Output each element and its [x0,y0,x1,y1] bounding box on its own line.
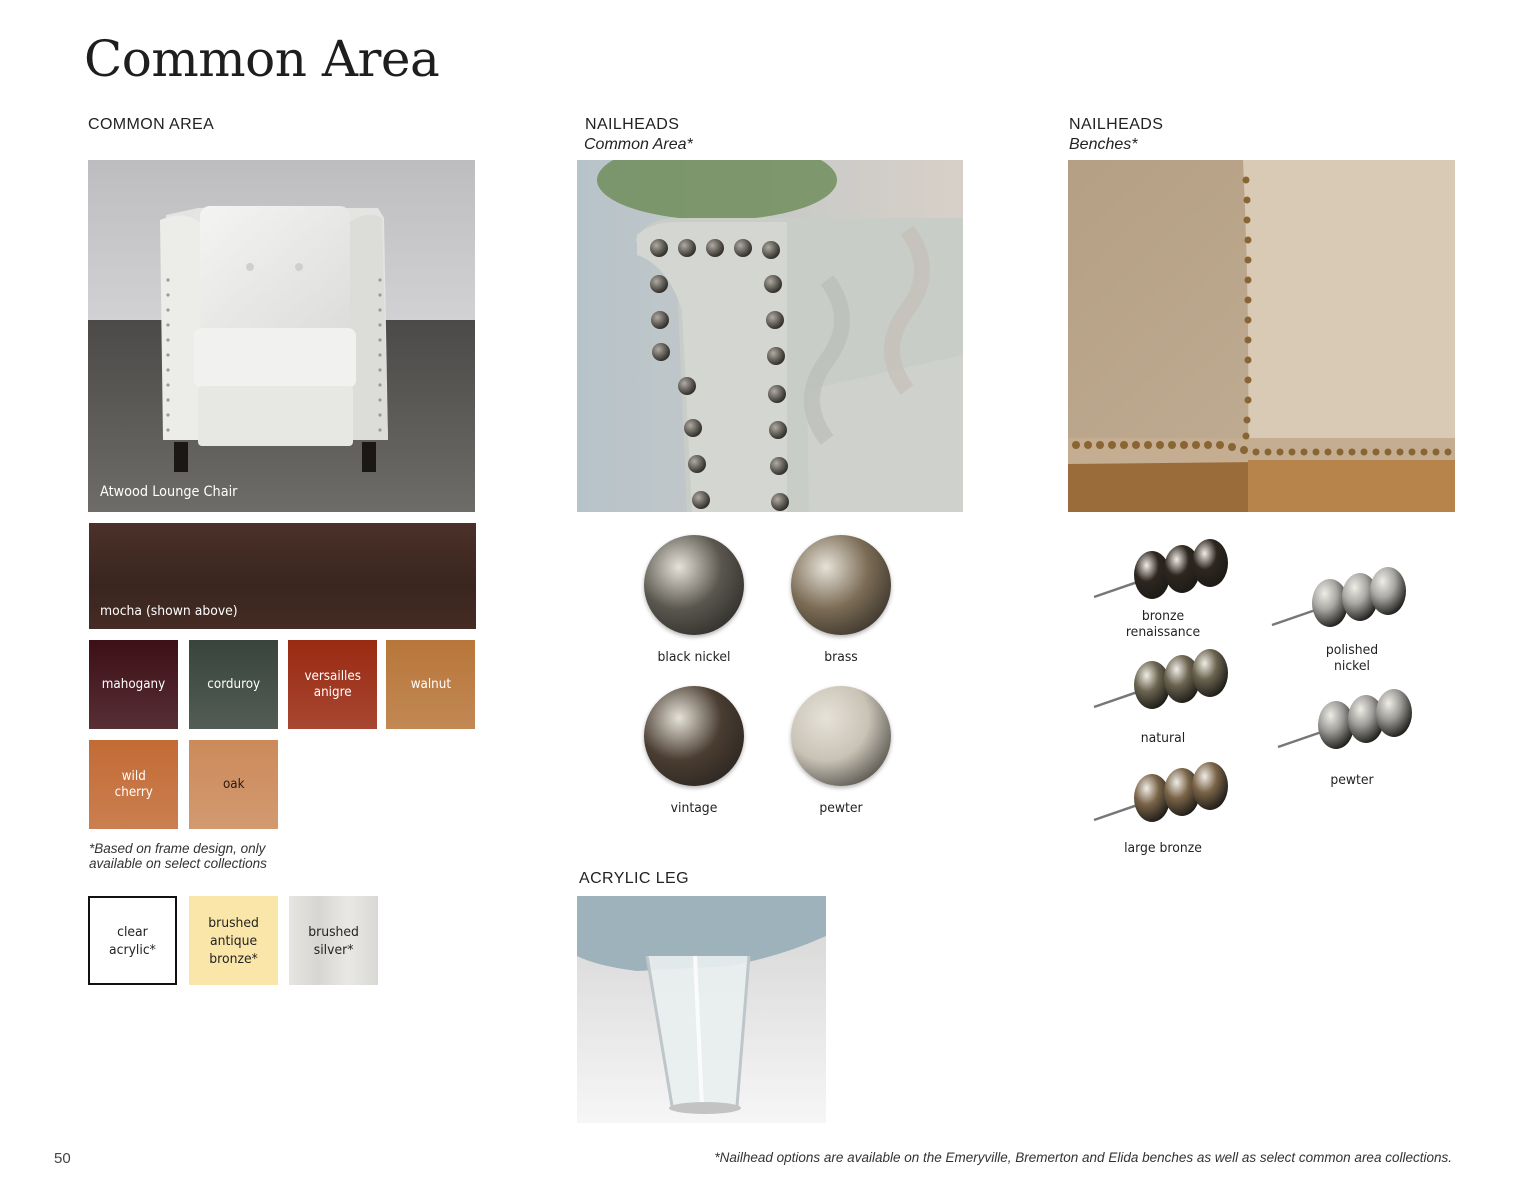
finish-swatch-label: versailles anigre [304,668,361,700]
page-number: 50 [54,1150,71,1167]
frame-footnote: *Based on frame design, only available on select collections [89,841,267,871]
leg-swatch-brushed-silver: brushed silver* [289,896,378,985]
finish-swatch-label: mahogany [101,676,166,692]
bench-nailheads-sublabel: Benches* [1069,136,1138,153]
nail-finish-label: polished nickel [1325,642,1379,674]
nailhead-finish-label: black nickel [657,649,731,665]
nailhead-availability-note: *Nailhead options are available on the Emeryville, Bremerton and Elida benches as well as select common area collections. [714,1150,1452,1165]
acrylic-leg-photo [577,896,826,1123]
nail-sample-icon [1092,535,1232,605]
nail-finish-label: pewter [1330,772,1374,788]
lounge-chair-photo [88,160,475,512]
finish-swatch [89,740,178,829]
finish-swatch [89,640,178,729]
nail-sample-icon [1270,563,1410,633]
bench-nailheads-section-label: NAILHEADS [1069,116,1164,133]
featured-finish-label: mocha (shown above) [100,603,238,619]
nailhead-knob-icon [791,686,891,786]
common-area-section-label: COMMON AREA [88,116,215,133]
nail-finish-label: large bronze [1124,840,1202,856]
nail-sample-icon [1092,645,1232,715]
nail-finish-label: bronze renaissance [1125,608,1201,640]
nailheads-sublabel: Common Area* [584,136,693,153]
bench-nailhead-photo [1068,160,1455,512]
finish-swatch-label: wild cherry [114,768,153,800]
nailhead-knob-icon [644,535,744,635]
nail-sample-icon [1092,758,1232,828]
nail-finish-label: natural [1140,730,1186,746]
nailhead-knob-icon [644,686,744,786]
finish-swatch [189,640,278,729]
featured-finish-swatch [89,523,476,629]
acrylic-leg-label: ACRYLIC LEG [579,870,689,887]
finish-swatch [189,740,278,829]
nailhead-finish-label: pewter [819,800,863,816]
leg-swatch-brushed-antique-bronze: brushed antique bronze* [189,896,278,985]
nailhead-finish-label: vintage [670,800,718,816]
finish-swatch [288,640,377,729]
nailhead-knob-icon [791,535,891,635]
nailheads-section-label: NAILHEADS [585,116,680,133]
nailhead-arm-photo [577,160,963,512]
finish-swatch-label: corduroy [207,676,260,692]
page-title: Common Area [84,30,440,88]
finish-swatch [386,640,475,729]
finish-swatch-label: oak [222,776,245,792]
nailhead-finish-label: brass [824,649,858,665]
photo-caption: Atwood Lounge Chair [100,484,238,500]
finish-swatch-label: walnut [410,676,451,692]
nail-sample-icon [1276,685,1416,755]
leg-swatch-clear-acrylic: clear acrylic* [88,896,177,985]
